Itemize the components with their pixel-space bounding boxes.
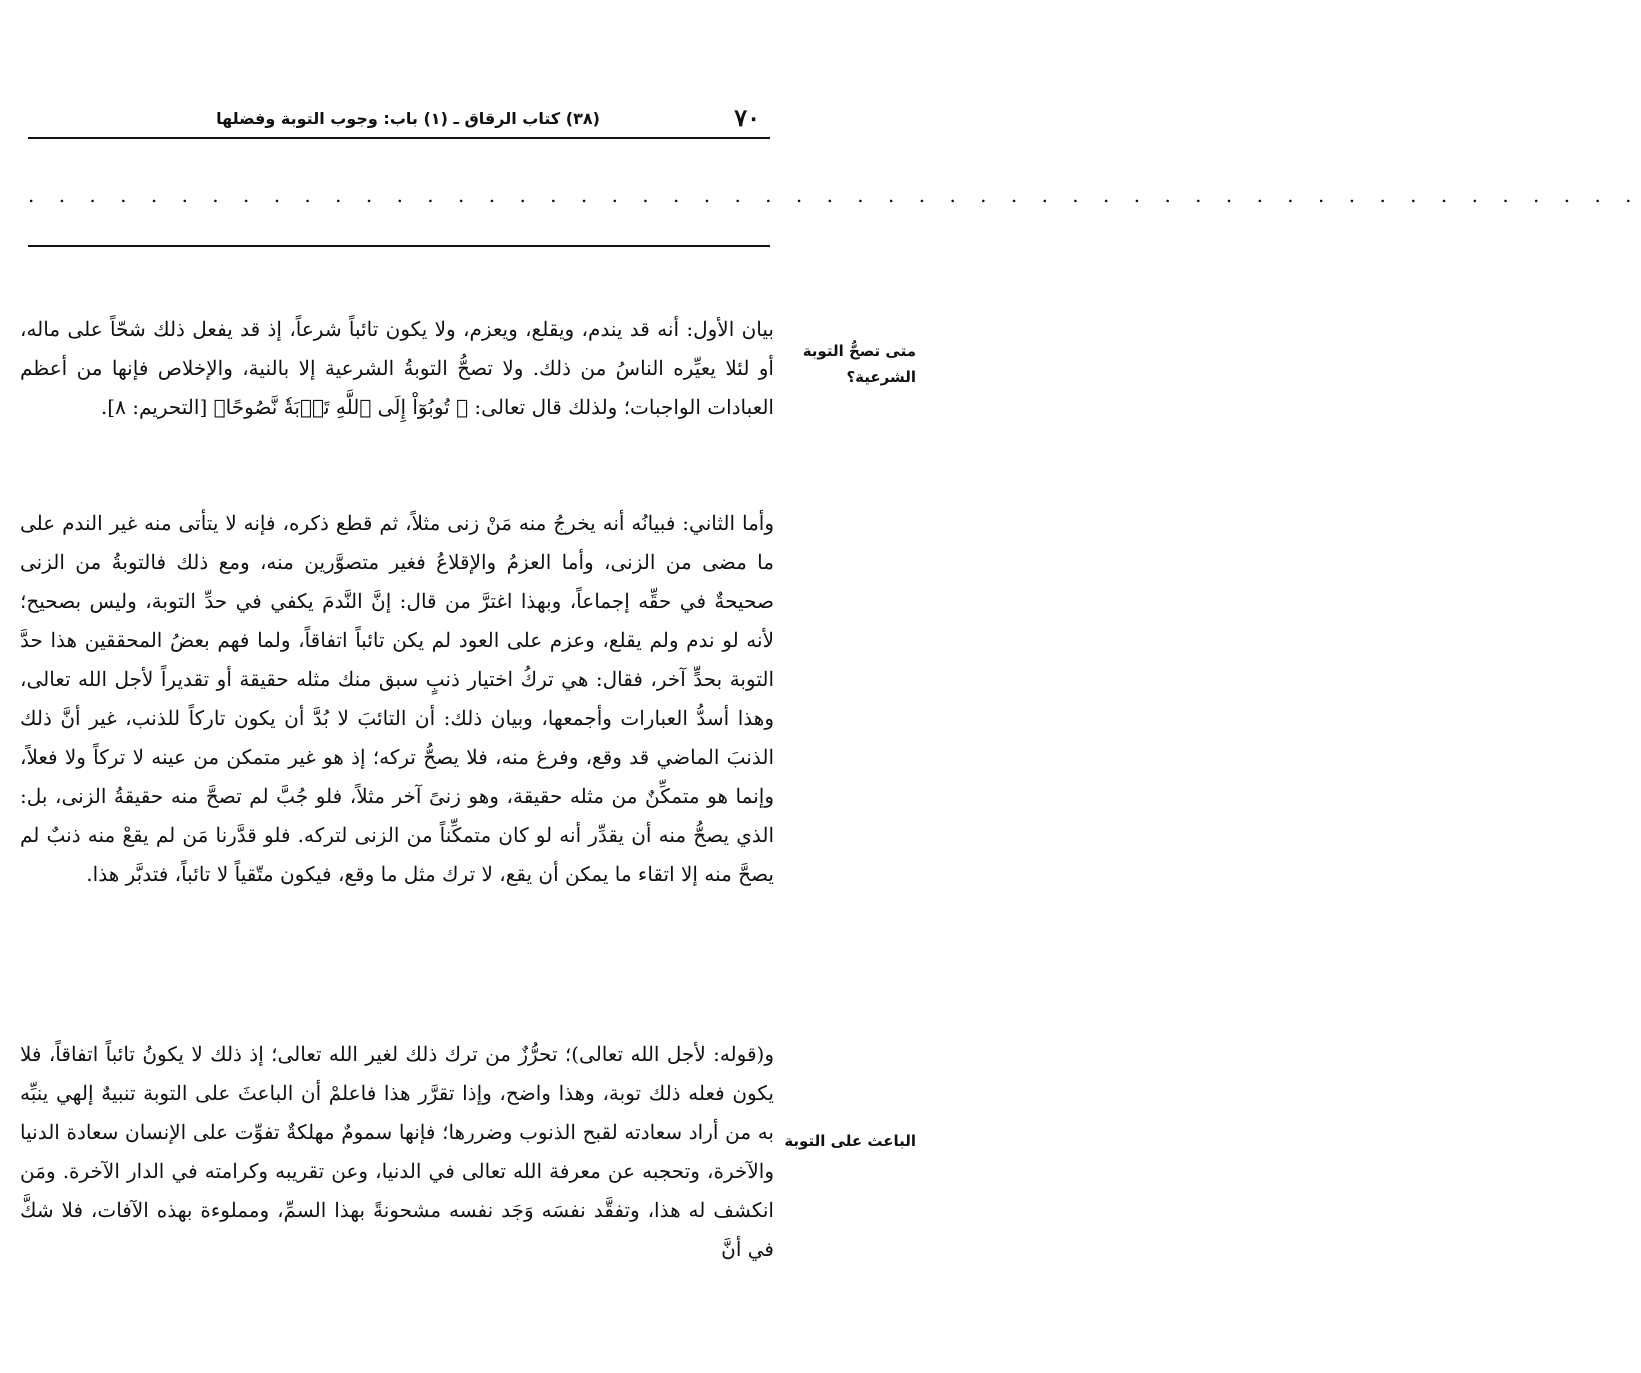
- margin-note: متى تصحُّ التوبة الشرعية؟: [802, 342, 916, 386]
- paragraph: و(قوله: لأجل الله تعالى)؛ تحرُّزٌ من ترك ذلك لغير الله تعالى؛ إذ ذلك لا يكونُ تائباً اتفاقاً، فلا يكون فعله ذلك توبة، وهذا واضح، وإذا تقرَّر هذا فاعلمْ أن الباعثَ على التوبة تنبيهٌ إلهي ينبِّه به من أراد سعادته لقبح الذنوب وضررها؛ فإنها سمومٌ مهلكةٌ تفوِّت على الإنسان سعادة الدنيا والآخرة، وتحجبه عن معرفة الله تعالى في الدنيا، وعن تقريبه وكرامته في الدار الآخرة. ومَن انكشف له هذا، وتفقَّد نفسَه وَجَد نفسه مشحونةً بهذا السمِّ، ومملوءة بهذه الآفات، فلا شكَّ في أنَّ: [20, 1042, 774, 1261]
- running-title: (٣٨) كتاب الرقاق ـ (١) باب: وجوب التوبة وفضلها: [216, 109, 600, 128]
- text-separator-rule: [28, 245, 770, 247]
- margin-note: الباعث على التوبة: [784, 1132, 916, 1150]
- paragraph: بيان الأول: أنه قد يندم، ويقلع، ويعزم، ولا يكون تائباً شرعاً، إذ قد يفعل ذلك شحّاً على ماله، أو لئلا يعيِّره الناسُ من ذلك. ولا تصحُّ التوبةُ الشرعية إلا بالنية، والإخلاص فإنها من أعظم العبادات الواجبات؛ ولذلك قال تعالى: ﴿ تُوبُوٓاْ إِلَى ٱللَّهِ تَوۡبَةٗ نَّصُوحًا﴾ [التحريم: ٨].: [20, 317, 774, 419]
- paragraph: وأما الثاني: فبيانُه أنه يخرجُ منه مَنْ زنى مثلاً، ثم قطع ذكره، فإنه لا يتأتى منه غير الندم على ما مضى من الزنى، وأما العزمُ والإقلاعُ فغير متصوَّرين منه، ومع ذلك فالتوبةُ من الزنى صحيحةٌ في حقِّه إجماعاً، وبهذا اغترَّ من قال: إنَّ النَّدمَ يكفي في حدِّ التوبة، وليس بصحيح؛ لأنه لو ندم ولم يقلع، وعزم على العود لم يكن تائباً اتفاقاً، ولما فهم بعضُ المحققين هذا حدَّ التوبة بحدٍّ آخر، فقال: هي تركُ اختيار ذنبٍ سبق منك مثله حقيقة أو تقديراً لأجل الله تعالى، وهذا أسدُّ العبارات وأجمعها، وبيان ذلك: أن التائبَ لا بُدَّ أن يكون تاركاً للذنب، غير أنَّ ذلك الذنبَ الماضي قد وقع، وفرغ منه، فلا يصحُّ تركه؛ إذ هو غير متمكن من عينه لا تركاً ولا فعلاً، وإنما هو متمكِّنٌ من مثله حقيقة، وهو زنىً آخر مثلاً، فلو جُبَّ لم تصحَّ منه حقيقةُ الزنى، بل: الذي يصحُّ منه أن يقدِّر أنه لو كان متمكِّناً من الزنى لتركه. فلو قدَّرنا مَن لم يقعْ منه ذنبٌ لم يصحَّ منه إلا اتقاء ما يمكن أن يقع، لا ترك مثل ما وقع، فيكون متّقياً لا تائباً، فتدبَّر هذا.: [20, 511, 774, 886]
- omission-dots: . . . . . . . . . . . . . . . . . . . . . . . . . . . . . . . . . . . . . . . . . . . . . . . . . . . . .: [28, 183, 1641, 207]
- page-number: ٧٠: [734, 103, 760, 132]
- page-header: [28, 103, 770, 139]
